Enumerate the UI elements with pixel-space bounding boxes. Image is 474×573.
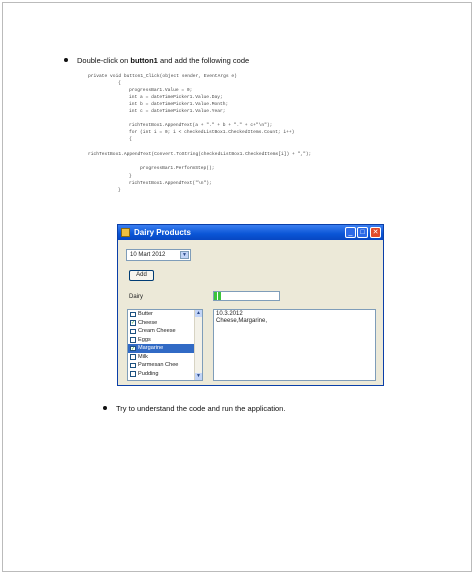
progress-bar <box>213 291 280 301</box>
list-item-label: Pudding <box>138 370 159 377</box>
instruction-step-1 <box>64 56 249 65</box>
rich-text-box[interactable] <box>213 309 376 381</box>
list-item[interactable] <box>128 361 202 370</box>
checkbox-checked-icon[interactable]: ✓ <box>131 320 136 326</box>
bullet-icon <box>103 406 107 410</box>
date-time-picker[interactable] <box>126 249 191 261</box>
title-bar[interactable] <box>118 225 383 240</box>
close-icon[interactable]: ✕ <box>370 227 381 238</box>
list-item[interactable] <box>128 344 202 353</box>
window-title: Dairy Products <box>134 228 191 237</box>
checkbox-icon[interactable] <box>130 363 136 369</box>
step2-text: Try to understand the code and run the application. <box>116 404 286 413</box>
code-line: int b = dateTimePicker1.Value.Month; <box>118 102 229 107</box>
code-line: } <box>118 188 121 193</box>
code-line: { <box>118 81 121 86</box>
dairy-products-window <box>117 224 384 386</box>
progress-fill <box>214 292 222 300</box>
date-value: 10 Mart 2012 <box>130 252 166 258</box>
list-item-label: Butter <box>138 311 153 317</box>
checkbox-icon[interactable] <box>130 337 136 343</box>
code-line: { <box>118 137 132 142</box>
dairy-label: Dairy <box>129 294 144 300</box>
code-line: progressBar1.PerformStep(); <box>118 166 215 171</box>
step1-prefix: Double-click on <box>77 56 131 65</box>
code-line: int a = dateTimePicker1.Value.Day; <box>118 95 223 100</box>
checkbox-icon[interactable] <box>130 354 136 360</box>
code-line: int c = dateTimePicker1.Value.Year; <box>118 109 226 114</box>
code-line: richTextBox1.AppendText("\n"); <box>118 181 212 186</box>
list-item-label: Cheese <box>138 319 158 326</box>
maximize-button[interactable]: □ <box>357 227 368 238</box>
rich-text-line: 10.3.2012 <box>216 311 243 317</box>
checked-list-box[interactable] <box>127 309 203 381</box>
checkbox-icon[interactable] <box>130 312 136 318</box>
checkbox-checked-icon[interactable]: ✓ <box>131 345 136 352</box>
checkbox-icon[interactable] <box>130 329 136 335</box>
code-line: private void button1_Click(object sender, EventArgs e) <box>88 74 237 79</box>
code-line: for (int i = 0; i < checkedListBox1.CheckedItems.Count; i++) <box>118 130 295 135</box>
list-item[interactable] <box>128 353 202 362</box>
list-item[interactable] <box>128 327 202 336</box>
scrollbar[interactable] <box>194 310 202 380</box>
add-button[interactable]: Add <box>129 270 154 281</box>
list-item-label: Eggs <box>138 336 151 343</box>
code-line: richTextBox1.AppendText(Convert.ToString(checkedListBox1.CheckedItems[i]) + ","); <box>88 152 312 157</box>
list-item-label: Cream Cheese <box>138 328 176 334</box>
rich-text-line: Cheese,Margarine, <box>216 318 268 324</box>
chevron-down-icon[interactable]: ▼ <box>180 251 189 259</box>
list-item-label: Margarine <box>138 345 164 351</box>
code-line: progressBar1.Value = 0; <box>118 88 193 93</box>
step1-suffix: and add the following code <box>157 56 250 65</box>
app-icon <box>121 228 130 237</box>
list-item-label: Parmesan Chee <box>138 362 179 368</box>
list-item[interactable] <box>128 319 202 328</box>
scroll-down-icon[interactable]: ▼ <box>196 373 201 379</box>
list-item-label: Milk <box>138 353 148 360</box>
scroll-up-icon[interactable]: ▲ <box>196 310 201 316</box>
checkbox-icon[interactable] <box>130 371 136 377</box>
step1-bold: button1 <box>130 56 158 65</box>
list-item[interactable] <box>128 336 202 345</box>
bullet-icon <box>64 58 68 62</box>
code-line: } <box>118 174 132 179</box>
minimize-button[interactable]: _ <box>345 227 356 238</box>
instruction-step-2 <box>103 404 285 413</box>
code-line: richTextBox1.AppendText(a + "." + b + "." + c+"\n"); <box>118 123 273 128</box>
list-item[interactable] <box>128 370 202 379</box>
list-item[interactable] <box>128 310 202 319</box>
